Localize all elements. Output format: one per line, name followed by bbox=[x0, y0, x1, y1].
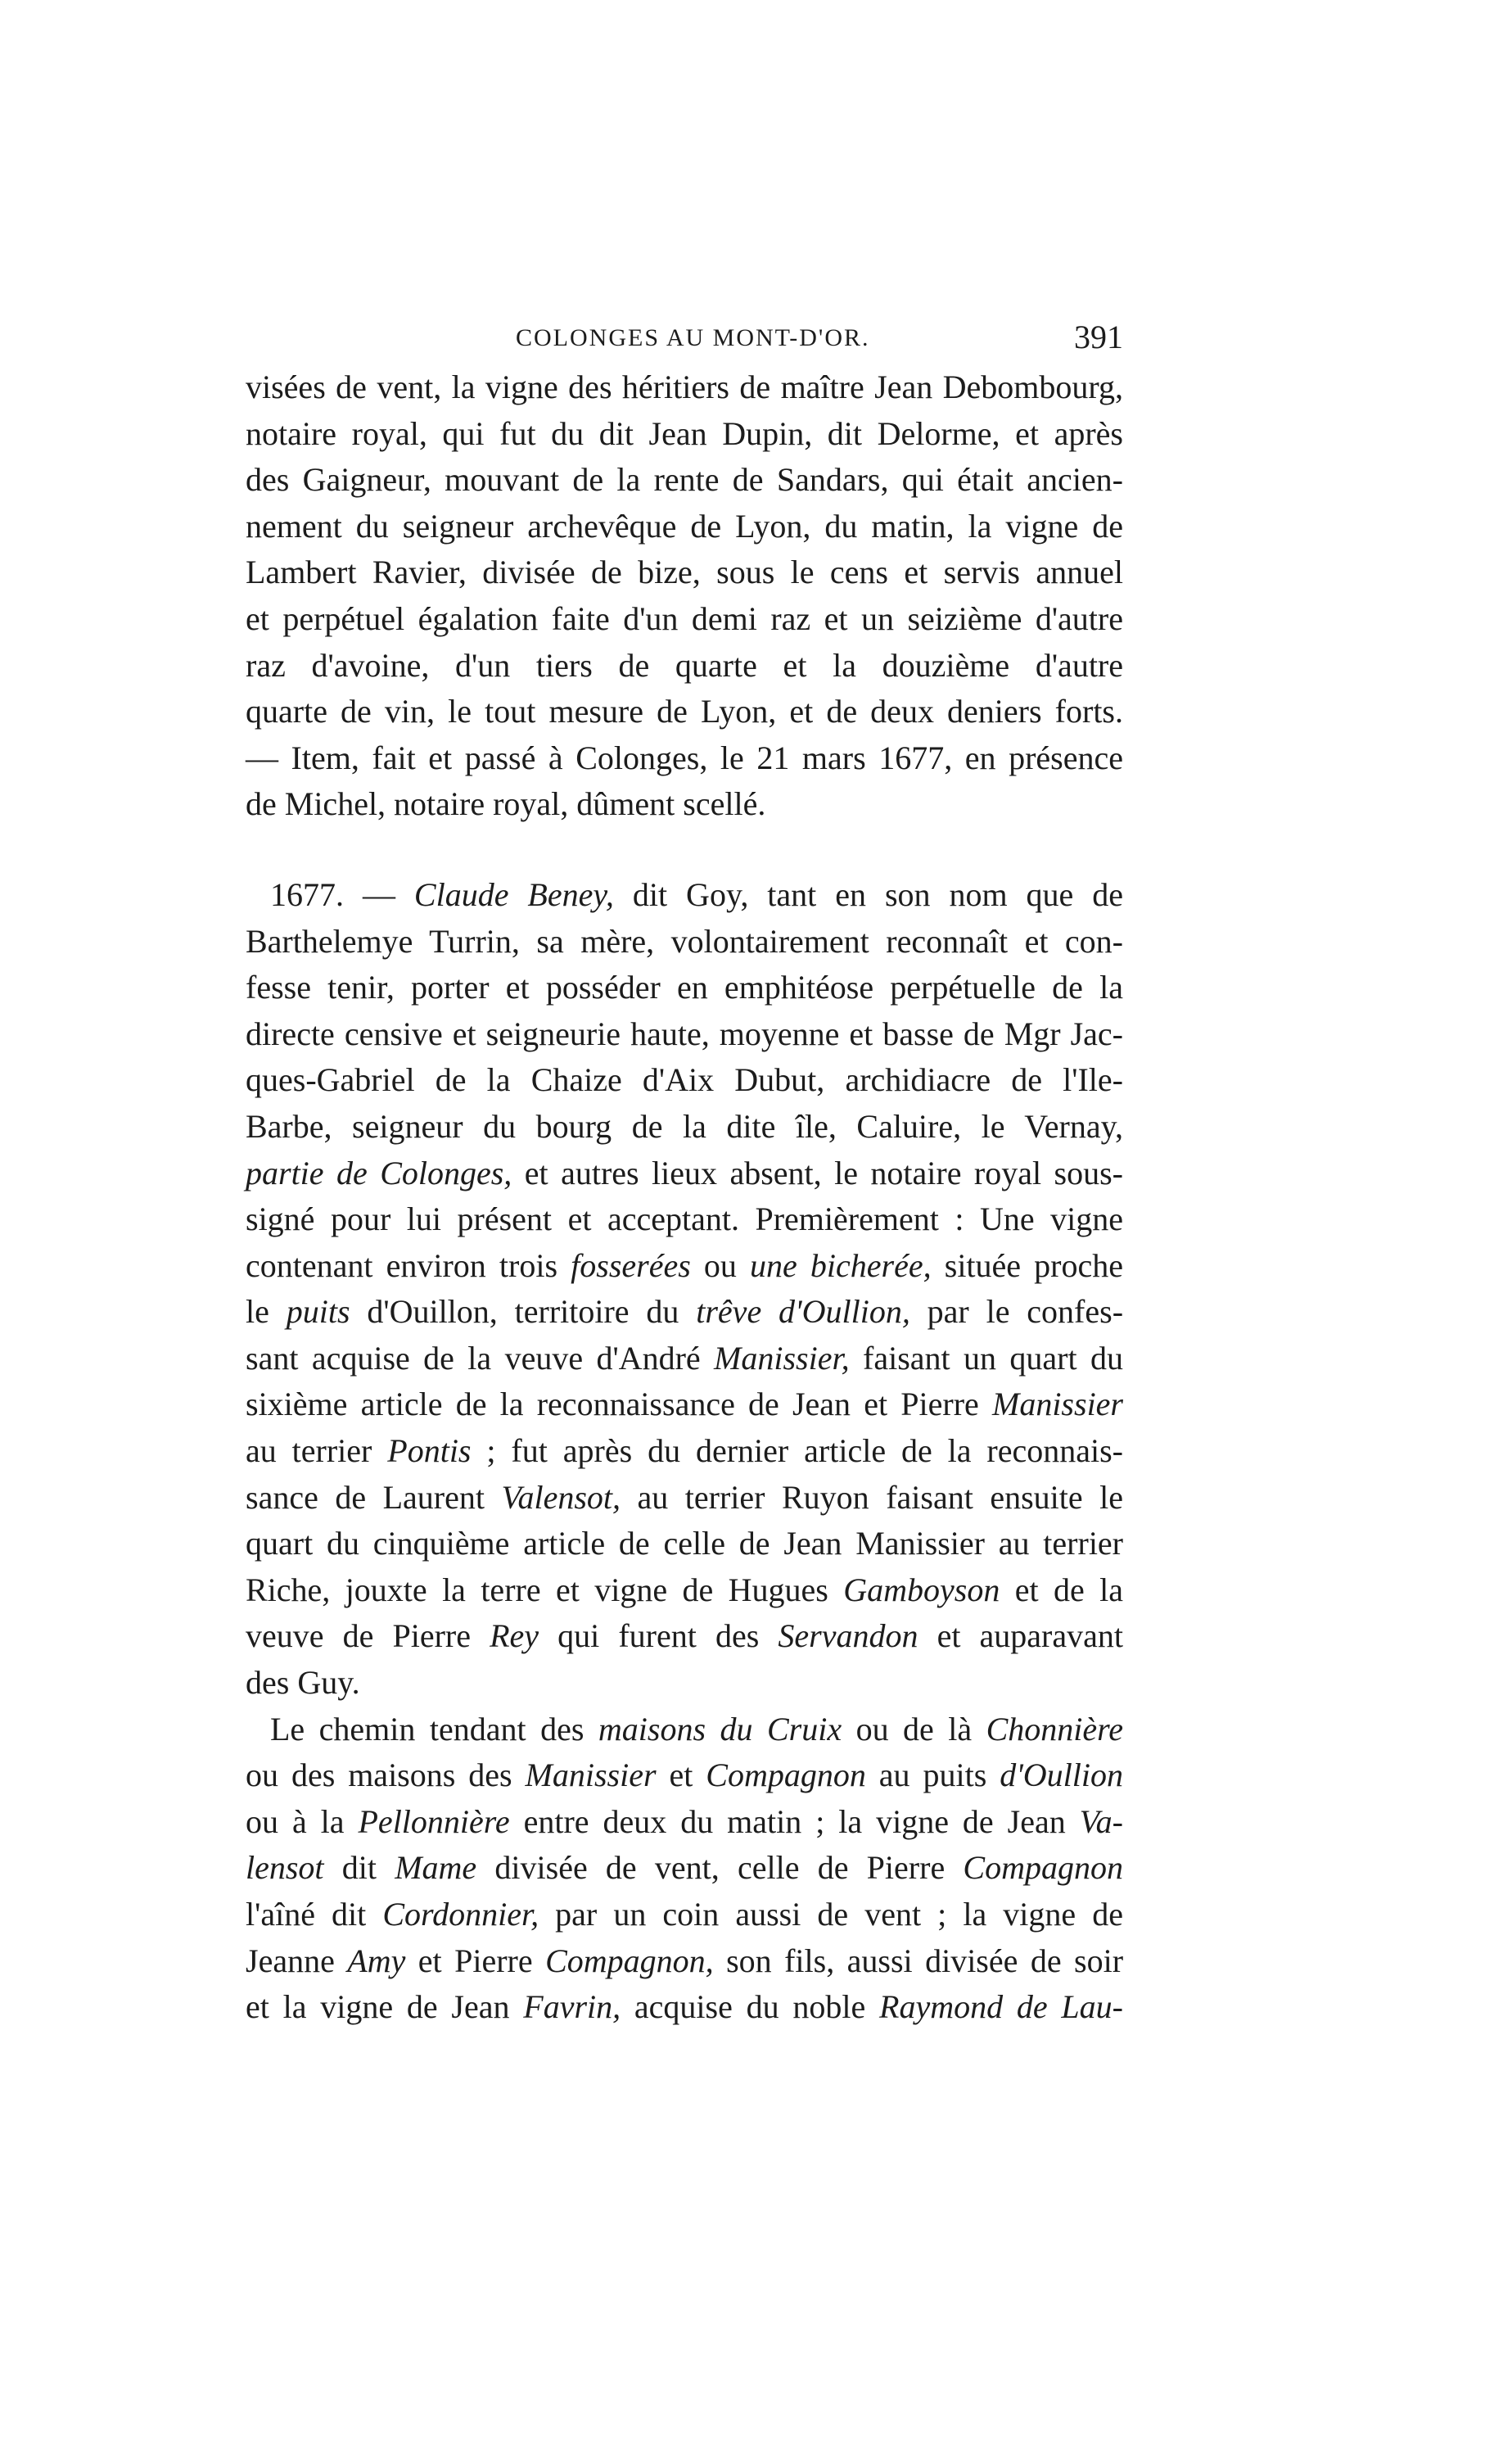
italic-run: Pontis bbox=[387, 1432, 472, 1470]
text-line: de Michel, notaire royal, dûment scellé. bbox=[246, 785, 766, 823]
italic-run: Compagnon bbox=[963, 1849, 1123, 1887]
text-run: Riche, jouxte la terre et vigne de Hugues bbox=[246, 1571, 844, 1608]
year-dash: 1677. — bbox=[270, 875, 414, 913]
text-run: Le chemin tendant des bbox=[270, 1710, 598, 1747]
text-line bbox=[246, 1707, 1123, 1753]
text-line bbox=[246, 1289, 1123, 1336]
text-run: ou bbox=[690, 1246, 751, 1284]
text-run: et autres lieux absent, le notaire royal sous- bbox=[512, 1154, 1123, 1191]
text-run: ou des maisons des bbox=[246, 1757, 526, 1794]
text-run: sant acquise de la veuve d'André bbox=[246, 1339, 715, 1377]
text-line: visées de vent, la vigne des héritiers de maître Jean Debombourg, bbox=[246, 368, 1123, 405]
text-line: notaire royal, qui fut du dit Jean Dupin, dit Delorme, et après bbox=[246, 414, 1123, 452]
text-run: sance de Laurent bbox=[246, 1478, 502, 1516]
italic-run: une bicherée, bbox=[750, 1246, 932, 1284]
text-run: divisée de vent, celle de Pierre bbox=[476, 1849, 964, 1887]
paragraph-3 bbox=[246, 1707, 1123, 2031]
text-line bbox=[246, 1567, 1123, 1614]
text-line: Barbe, seigneur du bourg de la dite île, Caluire, le Vernay, bbox=[246, 1107, 1123, 1145]
text-line bbox=[246, 1151, 1123, 1197]
text-run: située proche bbox=[931, 1246, 1123, 1284]
text-line: nement du seigneur archevêque de Lyon, du matin, la vigne de bbox=[246, 507, 1123, 545]
text-run: le bbox=[246, 1293, 287, 1331]
text-line: signé pour lui présent et acceptant. Premièrement : Une vigne bbox=[246, 1200, 1123, 1238]
text-run: ou de là bbox=[842, 1710, 986, 1747]
paragraph-gap bbox=[246, 828, 1123, 872]
italic-run: Cordonnier, bbox=[382, 1896, 539, 1933]
text-line bbox=[246, 1938, 1123, 1985]
text-run: dit bbox=[323, 1849, 395, 1887]
text-run: sixième article de la reconnaissance de Jean et Pierre bbox=[246, 1386, 992, 1423]
text-line bbox=[246, 1475, 1123, 1521]
text-run: au terrier bbox=[246, 1432, 388, 1470]
text-run: ; fut après du dernier article de la reconnais- bbox=[471, 1432, 1123, 1470]
italic-run: Amy bbox=[347, 1942, 406, 1979]
text-run: et auparavant bbox=[918, 1617, 1123, 1655]
running-title: COLONGES AU MONT-D'OR. bbox=[516, 324, 870, 351]
text-run: et la vigne de Jean bbox=[246, 1988, 524, 2026]
text-run: son fils, aussi divisée de soir bbox=[713, 1942, 1124, 1979]
text-line bbox=[246, 1336, 1123, 1382]
text-line bbox=[246, 872, 1123, 919]
person-name: Claude Beney, bbox=[413, 875, 614, 913]
italic-run: Raymond de Lau- bbox=[879, 1988, 1123, 2026]
text-run: l'aîné dit bbox=[246, 1896, 383, 1933]
text-line: des Gaigneur, mouvant de la rente de Sandars, qui était ancien- bbox=[246, 461, 1123, 499]
paragraph-2 bbox=[246, 872, 1123, 1707]
text-run: veuve de Pierre bbox=[246, 1617, 490, 1655]
text-line bbox=[246, 1845, 1123, 1892]
text-run: et bbox=[656, 1757, 706, 1794]
text-line bbox=[246, 1799, 1123, 1846]
text-line bbox=[246, 1243, 1123, 1290]
italic-run: Manissier, bbox=[714, 1339, 850, 1377]
text-run: d'Ouillon, territoire du bbox=[350, 1293, 697, 1331]
body-text bbox=[246, 364, 1123, 2031]
text-line bbox=[246, 1613, 1123, 1660]
text-run: contenant environ trois bbox=[246, 1246, 571, 1284]
text-line: ques-Gabriel de la Chaize d'Aix Dubut, archidiacre de l'Ile- bbox=[246, 1061, 1123, 1099]
text-line: quarte de vin, le tout mesure de Lyon, et de deux deniers forts. bbox=[246, 693, 1123, 730]
text-run: par un coin aussi de vent ; la vigne de bbox=[539, 1896, 1123, 1933]
italic-run: Favrin, bbox=[523, 1988, 621, 2026]
text-line bbox=[246, 1428, 1123, 1475]
italic-run: lensot bbox=[246, 1849, 324, 1887]
italic-run: fosserées bbox=[571, 1246, 691, 1284]
text-run: et Pierre bbox=[405, 1942, 546, 1979]
text-line: — Item, fait et passé à Colonges, le 21 mars 1677, en présence bbox=[246, 739, 1123, 776]
text-run: dit Goy, tant en son nom que de bbox=[613, 875, 1124, 913]
text-run: par le confes- bbox=[909, 1293, 1124, 1331]
text-run: entre deux du matin ; la vigne de Jean bbox=[509, 1802, 1080, 1840]
italic-run: Gamboyson bbox=[843, 1571, 1000, 1608]
italic-run: Mame bbox=[395, 1849, 477, 1887]
italic-run: Chonnière bbox=[986, 1710, 1124, 1747]
italic-run: Compagnon bbox=[706, 1757, 866, 1794]
text-line bbox=[246, 1381, 1123, 1428]
italic-run: maisons du Cruix bbox=[598, 1710, 842, 1747]
text-line bbox=[246, 1892, 1123, 1938]
paragraph-1 bbox=[246, 364, 1123, 828]
text-line bbox=[246, 1752, 1123, 1799]
text-line: fesse tenir, porter et posséder en emphitéose perpétuelle de la bbox=[246, 969, 1123, 1006]
text-run: au puits bbox=[865, 1757, 1000, 1794]
italic-run: Servandon bbox=[778, 1617, 918, 1655]
italic-run: Pellonnière bbox=[358, 1802, 510, 1840]
italic-run: Va- bbox=[1079, 1802, 1123, 1840]
page-header bbox=[246, 318, 1123, 360]
italic-run: Compagnon, bbox=[545, 1942, 714, 1979]
italic-run: Valensot, bbox=[501, 1478, 621, 1516]
italic-run: puits bbox=[286, 1293, 350, 1331]
text-line: Lambert Ravier, divisée de bize, sous le cens et servis annuel bbox=[246, 554, 1123, 591]
text-line: des Guy. bbox=[246, 1664, 360, 1702]
text-run: faisant un quart du bbox=[849, 1339, 1124, 1377]
text-line: directe censive et seigneurie haute, moyenne et basse de Mgr Jac- bbox=[246, 1015, 1123, 1052]
text-line: quart du cinquième article de celle de Jean Manissier au terrier bbox=[246, 1525, 1123, 1562]
text-line bbox=[246, 1984, 1123, 2031]
italic-run: d'Oullion bbox=[1000, 1757, 1123, 1794]
text-run: au terrier Ruyon faisant ensuite le bbox=[621, 1478, 1123, 1516]
text-run: ou à la bbox=[246, 1802, 359, 1840]
text-line: et perpétuel égalation faite d'un demi raz et un seizième d'autre bbox=[246, 599, 1123, 637]
page-number: 391 bbox=[1074, 319, 1123, 355]
text-run: et de la bbox=[1000, 1571, 1123, 1608]
text-line: Barthelemye Turrin, sa mère, volontairement reconnaît et con- bbox=[246, 922, 1123, 960]
italic-run: Manissier bbox=[525, 1757, 657, 1794]
italic-run: Rey bbox=[490, 1617, 539, 1655]
text-line: raz d'avoine, d'un tiers de quarte et la douzième d'autre bbox=[246, 646, 1123, 684]
italic-run: Manissier bbox=[992, 1386, 1123, 1423]
text-run: qui furent des bbox=[539, 1617, 779, 1655]
italic-run: partie de Colonges, bbox=[246, 1154, 512, 1191]
text-run: Jeanne bbox=[246, 1942, 348, 1979]
text-run: acquise du noble bbox=[621, 1988, 880, 2026]
italic-run: trêve d'Oullion, bbox=[696, 1293, 910, 1331]
